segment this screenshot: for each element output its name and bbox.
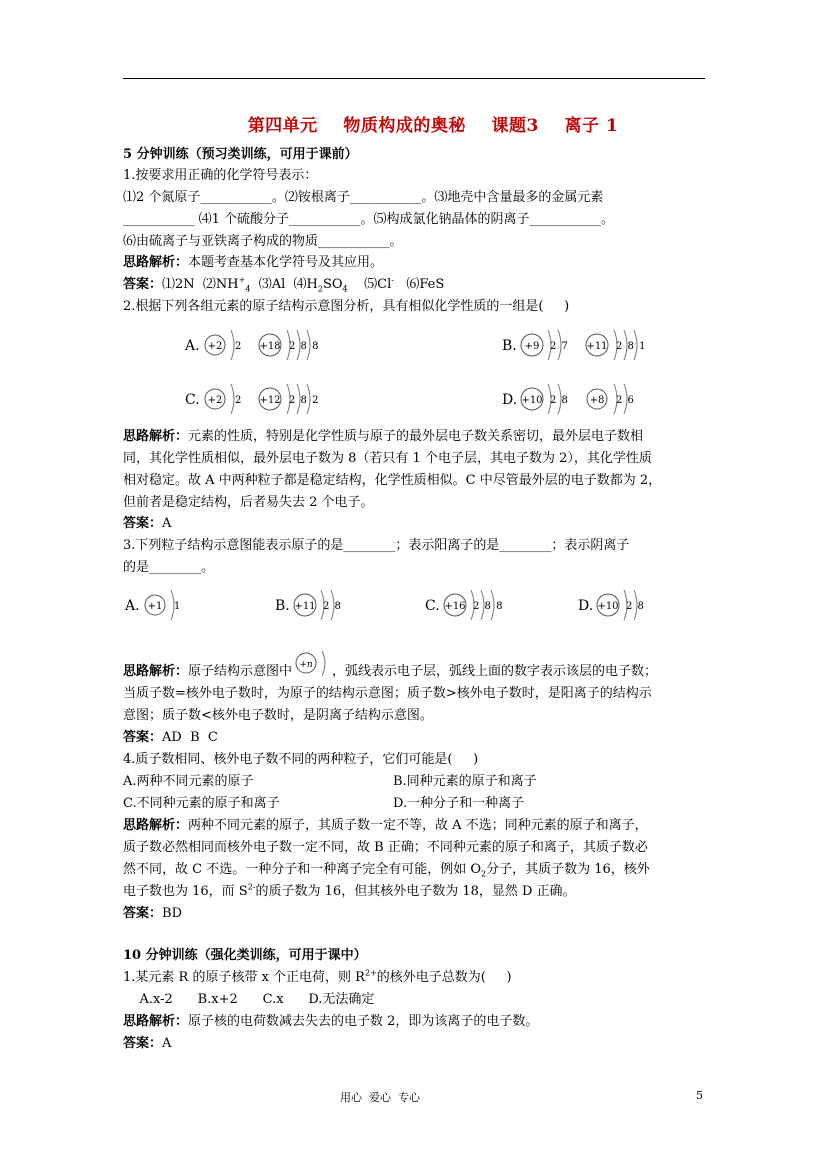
shell-electrons: 2 8 8 xyxy=(473,601,503,612)
q2-analysis-2: 同，其化学性质相似，最外层电子数为 8（若只有 1 个电子层，其电子数为 2），其化学性质 xyxy=(123,451,652,466)
shell-electrons: 2 8 xyxy=(626,601,644,612)
answer-sub: 4 xyxy=(245,284,251,294)
q3-analysis-2: 当质子数=核外电子数时，为原子的结构示意图；质子数>核外电子数时，是阳离子的结构示 xyxy=(123,686,652,701)
q2-option-d xyxy=(502,380,672,424)
answer-sup: + xyxy=(238,275,246,285)
q3-option-c xyxy=(425,586,525,630)
analysis-label: 思路解析： xyxy=(123,818,189,833)
q4-option-a: A.两种不同元素的原子 xyxy=(123,774,254,789)
q3-answer xyxy=(123,729,218,747)
s2-q1-answer xyxy=(123,1035,171,1053)
analysis-text: 电子数也为 16，而 S xyxy=(123,884,248,899)
q1-stem: 1.按要求用正确的化学符号表示： xyxy=(123,168,318,183)
nucleus-charge: +1 xyxy=(147,601,163,612)
analysis-text: 原子核的电荷数减去失去的电子数 2，即为该离子的电子数。 xyxy=(188,1014,539,1029)
option-label: D. xyxy=(578,598,594,614)
answer-label: 答案： xyxy=(123,906,163,921)
nucleus-charge: +16 xyxy=(444,601,466,612)
q1-line2: ___________ ⑷1 个硫酸分子___________。⑸构成氯化钠晶体的阴离子___________。 xyxy=(123,212,615,227)
analysis-text: 然不同，故 C 不选。一种分子和一种离子完全有可能，例如 O xyxy=(123,862,482,877)
analysis-text: 的质子数为 16，但其核外电子数为 18，显然 D 正确。 xyxy=(255,884,576,899)
page-number: 5 xyxy=(696,1089,703,1102)
header-rule xyxy=(123,78,705,79)
shell-electrons: 2 8 2 xyxy=(289,395,319,406)
option-label: B. xyxy=(275,598,290,614)
nucleus-charge: +11 xyxy=(294,601,316,612)
nucleus-charge: +n xyxy=(299,660,313,670)
q4-option-d: D.一种分子和一种离子 xyxy=(393,796,525,811)
q2-stem: 2.根据下列各组元素的原子结构示意图分析，具有相似化学性质的一组是( ) xyxy=(123,299,570,314)
q2-option-b xyxy=(502,326,672,370)
footer-motto: 用心 爱心 专心 xyxy=(340,1091,420,1104)
q4-option-c: C.不同种元素的原子和离子 xyxy=(123,796,280,811)
nucleus-charge: +9 xyxy=(524,341,540,352)
q3-stem-2: 的是________。 xyxy=(123,560,215,575)
stem-sup: 2+ xyxy=(364,968,377,978)
nucleus-charge: +12 xyxy=(259,395,281,406)
option-label: A. xyxy=(125,598,140,614)
q3-stem-1: 3.下列粒子结构示意图能表示原子的是________；表示阳离子的是________；表示阴离子 xyxy=(123,538,630,553)
q4-analysis-1 xyxy=(123,817,648,835)
generic-atom-diagram xyxy=(292,660,332,681)
answer-part: ⑴2N ⑵NH xyxy=(162,277,239,292)
stem-text: 的核外电子总数为( ) xyxy=(376,970,512,985)
q4-answer xyxy=(123,905,182,923)
answer-text: BD xyxy=(162,906,182,921)
answer-sup: - xyxy=(391,275,394,285)
q3-analysis-3: 意图；质子数<核外电子数时，是阴离子结构示意图。 xyxy=(123,708,433,723)
shell-electrons: 2 8 8 xyxy=(289,341,319,352)
q2-analysis-4: 但前者是稳定结构，后者易失去 2 个电子。 xyxy=(123,495,374,510)
shell-electrons: 2 8 xyxy=(550,395,568,406)
nucleus-charge: +2 xyxy=(207,341,223,352)
s2-q1-options: A.x-2 B.x+2 C.x D.无法确定 xyxy=(123,992,375,1007)
shell-electrons: 2 7 xyxy=(550,341,568,352)
shell-electrons: 2 8 1 xyxy=(616,341,646,352)
nucleus-charge: +11 xyxy=(586,341,608,352)
q2-answer xyxy=(123,515,171,533)
answer-label: 答案： xyxy=(123,1036,163,1051)
answer-part: ⑶Al ⑷H xyxy=(250,277,318,292)
answer-text: A xyxy=(162,516,172,531)
answer-label: 答案： xyxy=(123,277,163,292)
analysis-text: 两种不同元素的原子，其质子数一定不等，故 A 不选；同种元素的原子和离子， xyxy=(188,818,648,833)
analysis-sup: 2- xyxy=(247,882,256,892)
q2-analysis-1 xyxy=(123,428,643,446)
q2-analysis-3: 相对稳定。故 A 中两种粒子都是稳定结构，化学性质相似。C 中尽管最外层的电子数都为 2， xyxy=(123,473,662,488)
shell-electrons: 2 8 xyxy=(323,601,341,612)
analysis-text: 本题考查基本化学符号及其应用。 xyxy=(188,255,384,270)
option-label: C. xyxy=(185,392,200,408)
q3-option-d xyxy=(578,586,678,630)
nucleus-charge: +2 xyxy=(207,395,223,406)
q4-analysis-3 xyxy=(123,861,650,879)
q4-option-b: B.同种元素的原子和离子 xyxy=(393,774,537,789)
nucleus-charge: +8 xyxy=(589,395,605,406)
q4-stem: 4.质子数相同、核外电子数不同的两种粒子，它们可能是( ) xyxy=(123,752,479,767)
answer-label: 答案： xyxy=(123,730,163,745)
shell-electrons: 2 6 xyxy=(616,395,634,406)
q3-analysis-1 xyxy=(123,660,658,681)
shell-electrons: 2 xyxy=(235,341,242,352)
q3-option-b xyxy=(275,586,375,630)
answer-sub: 4 xyxy=(342,284,348,294)
nucleus-charge: +10 xyxy=(597,601,619,612)
q1-line3: ⑹由硫离子与亚铁离子构成的物质___________。 xyxy=(123,234,403,249)
analysis-label: 思路解析： xyxy=(123,1014,189,1029)
q2-option-a xyxy=(185,326,355,370)
answer-part: ⑸Cl xyxy=(347,277,392,292)
nucleus-charge: +10 xyxy=(521,395,543,406)
section-heading-10min: 10 分钟训练（强化类训练，可用于课中） xyxy=(123,948,367,963)
option-label: B. xyxy=(502,338,517,354)
answer-label: 答案： xyxy=(123,516,163,531)
answer-text: A xyxy=(162,1036,172,1051)
option-label: C. xyxy=(425,598,440,614)
answer-text: AD B C xyxy=(162,730,218,745)
nucleus-charge: +18 xyxy=(259,341,281,352)
q2-option-c xyxy=(185,380,355,424)
analysis-sub: 2 xyxy=(481,869,487,879)
section-heading-5min: 5 分钟训练（预习类训练，可用于课前） xyxy=(123,147,358,162)
option-label: A. xyxy=(185,338,200,354)
analysis-text: 元素的性质，特别是化学性质与原子的最外层电子数关系密切，最外层电子数相 xyxy=(188,429,644,444)
analysis-text: ，弧线表示电子层，弧线上面的数字表示该层的电子数； xyxy=(332,664,658,679)
option-label: D. xyxy=(502,392,518,408)
q3-option-a xyxy=(125,586,215,630)
s2-q1-stem xyxy=(123,969,512,987)
analysis-label: 思路解析： xyxy=(123,664,189,679)
analysis-text: 原子结构示意图中 xyxy=(188,664,293,679)
analysis-label: 思路解析： xyxy=(123,255,189,270)
q1-answer xyxy=(123,276,444,294)
answer-part: SO xyxy=(322,277,343,292)
answer-part: ⑹FeS xyxy=(393,277,445,292)
analysis-text: 分子，其质子数为 16，核外 xyxy=(486,862,650,877)
shell-electrons: 1 xyxy=(174,601,181,612)
q4-analysis-4 xyxy=(123,883,576,901)
q1-line1: ⑴2 个氮原子___________。⑵铵根离子___________。⑶地壳中含量最多的金属元素 xyxy=(123,190,604,205)
answer-sub: 2 xyxy=(317,284,323,294)
s2-q1-analysis xyxy=(123,1013,538,1031)
stem-text: 1.某元素 R 的原子核带 x 个正电荷，则 R xyxy=(123,970,365,985)
q4-analysis-2: 质子数必然相同而核外电子数一定不同，故 B 正确；不同种元素的原子和离子，其质子数必 xyxy=(123,840,648,855)
analysis-label: 思路解析： xyxy=(123,429,189,444)
q1-analysis xyxy=(123,254,383,272)
page-title: 第四单元 物质构成的奥秘 课题3 离子 1 xyxy=(247,116,619,136)
shell-electrons: 2 xyxy=(235,395,242,406)
